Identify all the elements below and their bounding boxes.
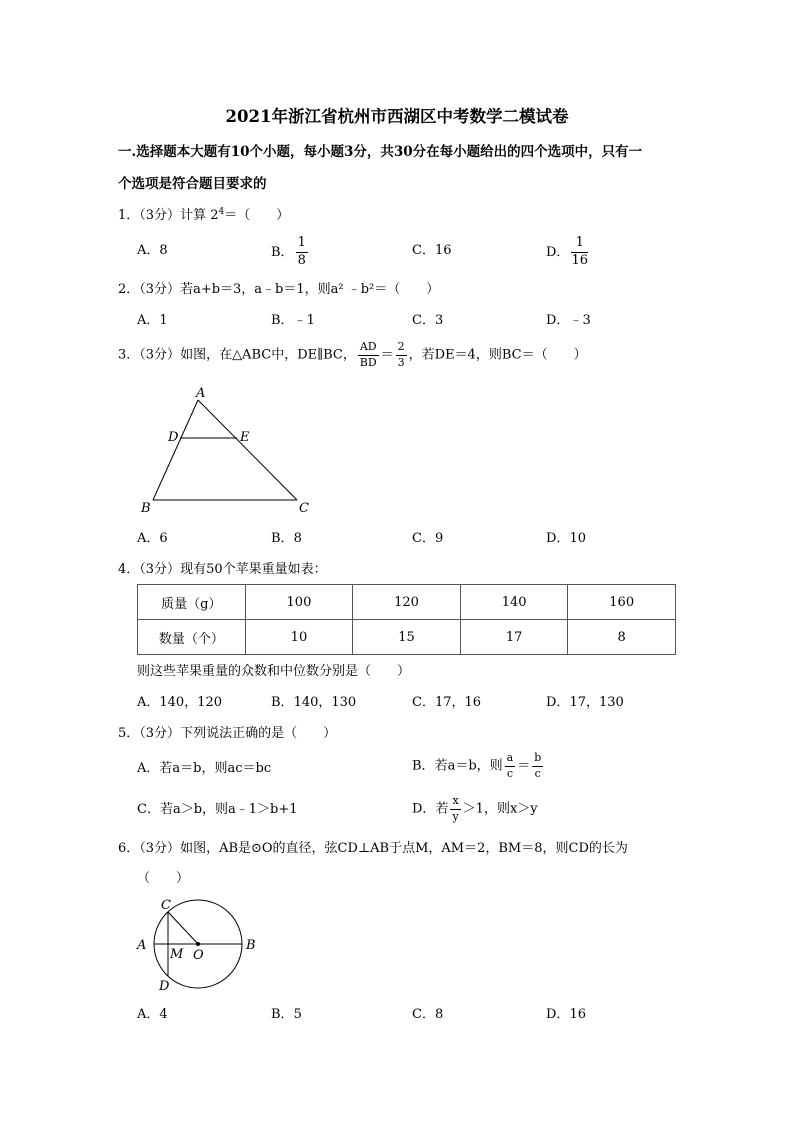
section-heading-line2: 个选项是符合题目要求的 xyxy=(118,176,267,192)
question-5-option-b: B．若a＝b，则 $\frac{a}{c}$ ＝ $\frac{b}{c}$ xyxy=(412,751,542,780)
question-1-option-c: C．16 xyxy=(412,243,452,258)
fraction: $\frac{AD}{BD}$ xyxy=(359,340,377,369)
question-points: （3分） xyxy=(139,841,181,856)
question-1-option-d: D． $\frac{1}{16}$ xyxy=(546,235,588,268)
question-points: （3分） xyxy=(139,562,181,577)
table-cell: 140 xyxy=(460,585,568,620)
fraction: $\frac{1}{8}$ xyxy=(297,235,306,268)
label-d: D xyxy=(159,979,170,994)
question-3-option-a: A．6 xyxy=(137,531,168,546)
label-d: D xyxy=(168,430,179,445)
question-4-followup: 则这些苹果重量的众数和中位数分别是（ ） xyxy=(137,664,411,679)
question-text: 如图，AB是⊙O的直径，弦CD⊥AB于点M，AM＝2，BM＝8，则CD的长为 xyxy=(180,841,628,856)
question-number: 5． xyxy=(118,726,140,741)
question-4-option-c: C．17，16 xyxy=(412,695,482,710)
fraction: $\frac{b}{c}$ xyxy=(534,751,542,780)
question-6-option-d: D．16 xyxy=(546,1007,586,1022)
question-4-option-d: D．17，130 xyxy=(546,695,624,710)
question-number: 3． xyxy=(118,347,140,363)
question-2-option-b: B．﹣1 xyxy=(271,313,315,328)
exam-title: 2021年浙江省杭州市西湖区中考数学二模试卷 xyxy=(225,107,569,126)
table-cell: 160 xyxy=(568,585,676,620)
question-number: 1． xyxy=(118,208,140,223)
question-1-option-b: B． $\frac{1}{8}$ xyxy=(271,235,306,268)
question-6-option-a: A．4 xyxy=(137,1007,168,1022)
question-5-option-d: D．若 $\frac{x}{y}$ ＞1，则x＞y xyxy=(412,794,538,823)
label-m: M xyxy=(170,947,184,962)
question-4-option-a: A．140，120 xyxy=(137,695,223,710)
question-number: 2． xyxy=(118,282,140,297)
label-a: A xyxy=(137,938,147,953)
question-text: 下列说法正确的是（ ） xyxy=(180,726,337,741)
table-cell: 120 xyxy=(353,585,461,620)
question-points: （3分） xyxy=(139,347,181,363)
fraction: $\frac{2}{3}$ xyxy=(397,340,405,369)
question-points: （3分） xyxy=(139,726,181,741)
question-text: 计算 2 xyxy=(180,208,219,223)
label-c: C xyxy=(299,501,309,516)
question-text: 现有50个苹果重量如表： xyxy=(180,562,327,577)
table-cell: 15 xyxy=(353,620,461,655)
question-2-option-d: D．﹣3 xyxy=(546,313,591,328)
question-text: 若a+b＝3，a﹣b＝1，则a² ﹣b²＝（ ） xyxy=(180,282,440,297)
question-5-option-c: C．若a＞b，则a﹣1＞b+1 xyxy=(137,802,298,817)
table-cell: 质量（g） xyxy=(138,585,246,620)
label-o: O xyxy=(193,948,204,963)
center-point xyxy=(196,942,200,946)
label-c: C xyxy=(161,898,171,913)
fraction: $\frac{a}{c}$ xyxy=(506,751,514,780)
question-3-option-b: B．8 xyxy=(271,531,302,546)
question-6-option-b: B．5 xyxy=(271,1007,302,1022)
exponent: 4 xyxy=(218,207,225,217)
label-b: B xyxy=(246,938,256,953)
question-3-stem: 3．（3分）如图，在△ABC中，DE∥BC， $\frac{AD}{BD}$ ＝ $\frac{2}{3}$ ，若DE＝4，则BC＝（ ） xyxy=(118,340,587,369)
fraction: $\frac{1}{16}$ xyxy=(571,235,588,268)
question-5-option-a: A．若a＝b，则ac＝bc xyxy=(137,761,272,776)
question-3-option-c: C．9 xyxy=(412,531,444,546)
question-2-option-a: A．1 xyxy=(137,313,168,328)
table-cell: 8 xyxy=(568,620,676,655)
question-4-option-b: B．140，130 xyxy=(271,695,357,710)
question-points: （3分） xyxy=(139,282,181,297)
question-points: （3分） xyxy=(139,208,181,223)
table-cell: 10 xyxy=(245,620,353,655)
question-text: ，若DE＝4，则BC＝（ ） xyxy=(408,347,587,363)
question-text: 如图，在△ABC中，DE∥BC， xyxy=(180,347,356,363)
section-heading-line1: 一.选择题本大题有10个小题，每小题3分，共30分在每小题给出的四个选项中，只有一 xyxy=(118,144,643,160)
question-number: 4． xyxy=(118,562,140,577)
table-cell: 100 xyxy=(245,585,353,620)
fraction: $\frac{x}{y}$ xyxy=(452,794,459,823)
question-number: 6． xyxy=(118,841,140,856)
question-2-option-c: C．3 xyxy=(412,313,444,328)
question-1-option-a: A．8 xyxy=(137,243,168,258)
table-cell: 17 xyxy=(460,620,568,655)
label-e: E xyxy=(240,430,250,445)
segment-co xyxy=(168,912,198,944)
question-text: ＝（ ） xyxy=(224,208,290,223)
label-b: B xyxy=(141,501,151,516)
label-a: A xyxy=(196,386,206,401)
table-cell: 数量（个） xyxy=(138,620,246,655)
question-3-option-d: D．10 xyxy=(546,531,586,546)
question-6-answer-paren: （ ） xyxy=(137,871,190,886)
question-6-option-c: C．8 xyxy=(412,1007,444,1022)
